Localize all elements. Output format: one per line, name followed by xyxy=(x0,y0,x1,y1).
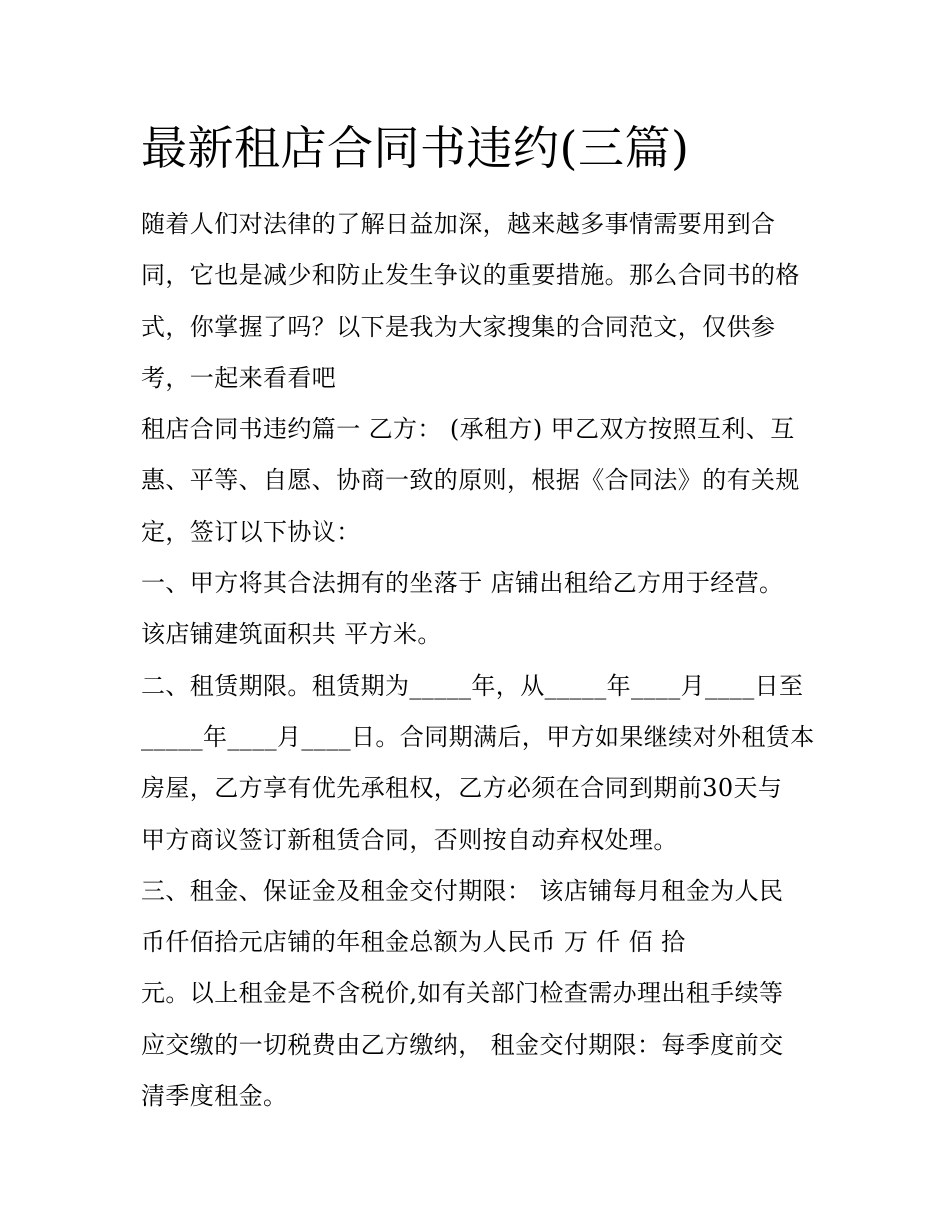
body-line: 应交缴的一切税费由乙方缴纳， 租金交付期限：每季度前交 xyxy=(141,1030,784,1059)
body-line: 房屋，乙方享有优先承租权，乙方必须在合同到期前30天与 xyxy=(141,774,783,803)
body-line: 币仟佰拾元店铺的年租金总额为人民币 万 仟 佰 拾 xyxy=(141,928,686,957)
body-line: 随着人们对法律的了解日益加深，越来越多事情需要用到合 xyxy=(141,210,776,238)
body-line: 清季度租金。 xyxy=(141,1082,288,1111)
body-line: 式，你掌握了吗？以下是我为大家搜集的合同范文，仅供参 xyxy=(141,312,776,341)
document-title: 最新租店合同书违约(三篇) xyxy=(141,121,690,175)
body-line: 租店合同书违约篇一 乙方： (承租方) 甲乙双方按照互利、互 xyxy=(141,415,795,444)
body-line: _____年____月____日。合同期满后，甲方如果继续对外租赁本 xyxy=(141,722,815,751)
body-line: 同，它也是减少和防止发生争议的重要措施。那么合同书的格 xyxy=(141,261,800,290)
body-line: 二、租赁期限。租赁期为_____年，从_____年____月____日至 xyxy=(141,671,804,700)
body-line: 元。以上租金是不含税价,如有关部门检查需办理出租手续等 xyxy=(141,979,784,1008)
body-line: 一、甲方将其合法拥有的坐落于 店铺出租给乙方用于经营。 xyxy=(141,569,784,598)
body-line: 惠、平等、自愿、协商一致的原则，根据《合同法》的有关规 xyxy=(141,466,800,495)
body-line: 考，一起来看看吧 xyxy=(141,363,337,392)
body-line: 该店铺建筑面积共 平方米。 xyxy=(141,620,442,649)
body-line: 甲方商议签订新租赁合同，否则按自动弃权处理。 xyxy=(141,825,678,854)
document-body xyxy=(141,199,831,1122)
body-line: 三、租金、保证金及租金交付期限： 该店铺每月租金为人民 xyxy=(141,876,784,905)
body-line: 定，签订以下协议： xyxy=(141,517,361,546)
